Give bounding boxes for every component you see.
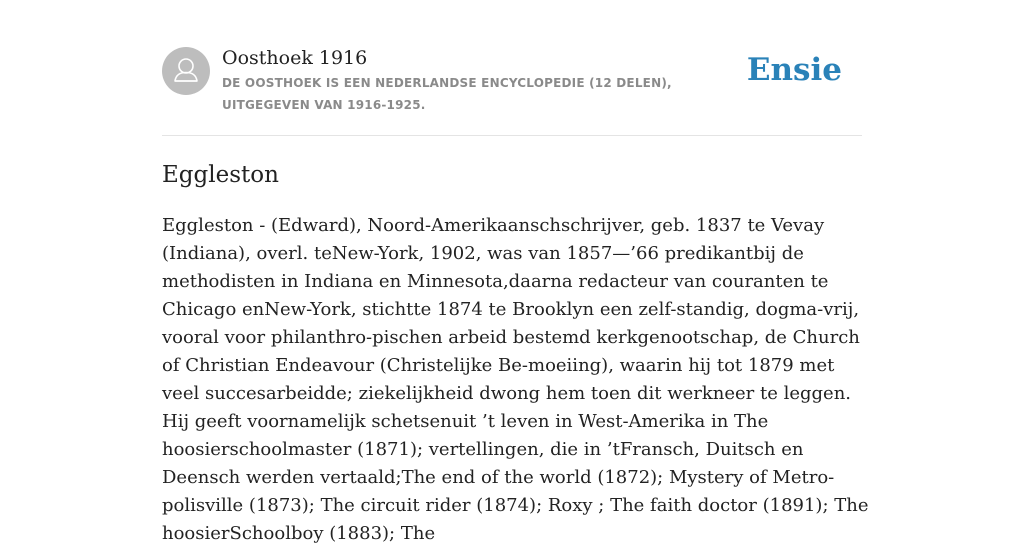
source-description: DE OOSTHOEK IS EEN NEDERLANDSE ENCYCLOPEDIE (12 DELEN), UITGEGEVEN VAN 1916-1925. <box>222 76 672 112</box>
entry-paragraph: Eggleston - (Edward), Noord-Amerikaanschschrijver, geb. 1837 te Vevay (Indiana), overl. teNew-York, 1902, was van 1857—’66 predikantbij de methodisten in Indiana en Minnesota,daarna redacteur van couranten te Chicago enNew-York, stichtte 1874 te Brooklyn een zelf-standig, dogma-vrij, vooral voor philanthro-pischen arbeid bestemd kerkgenootschap, de Church of Christian Endeavour (Christelijke Be-moeiing), waarin hij tot 1879 met veel succesarbeidde; ziekelijkheid dwong hem toen dit werkneer te leggen. Hij geeft voornamelijk schetsenuit ’t leven in West-Amerika in The hoosierschoolmaster (1871); vertellingen, die in ’tFransch, Duitsch en Deensch werden vertaald;The end of the world (1872); Mystery of Metro-polisville (1873); The circuit rider (1874); Roxy ; The faith doctor (1891); The hoosierSchoolboy (1883); The <box>162 215 869 544</box>
entry-body <box>162 212 872 548</box>
header-divider <box>162 135 862 136</box>
entry-title: Eggleston <box>162 162 279 188</box>
source-title[interactable]: Oosthoek 1916 <box>222 47 368 69</box>
source-header <box>162 46 862 116</box>
avatar[interactable] <box>162 47 210 95</box>
user-silhouette-icon <box>162 47 210 95</box>
ensie-logo[interactable]: Ensie <box>746 52 842 88</box>
